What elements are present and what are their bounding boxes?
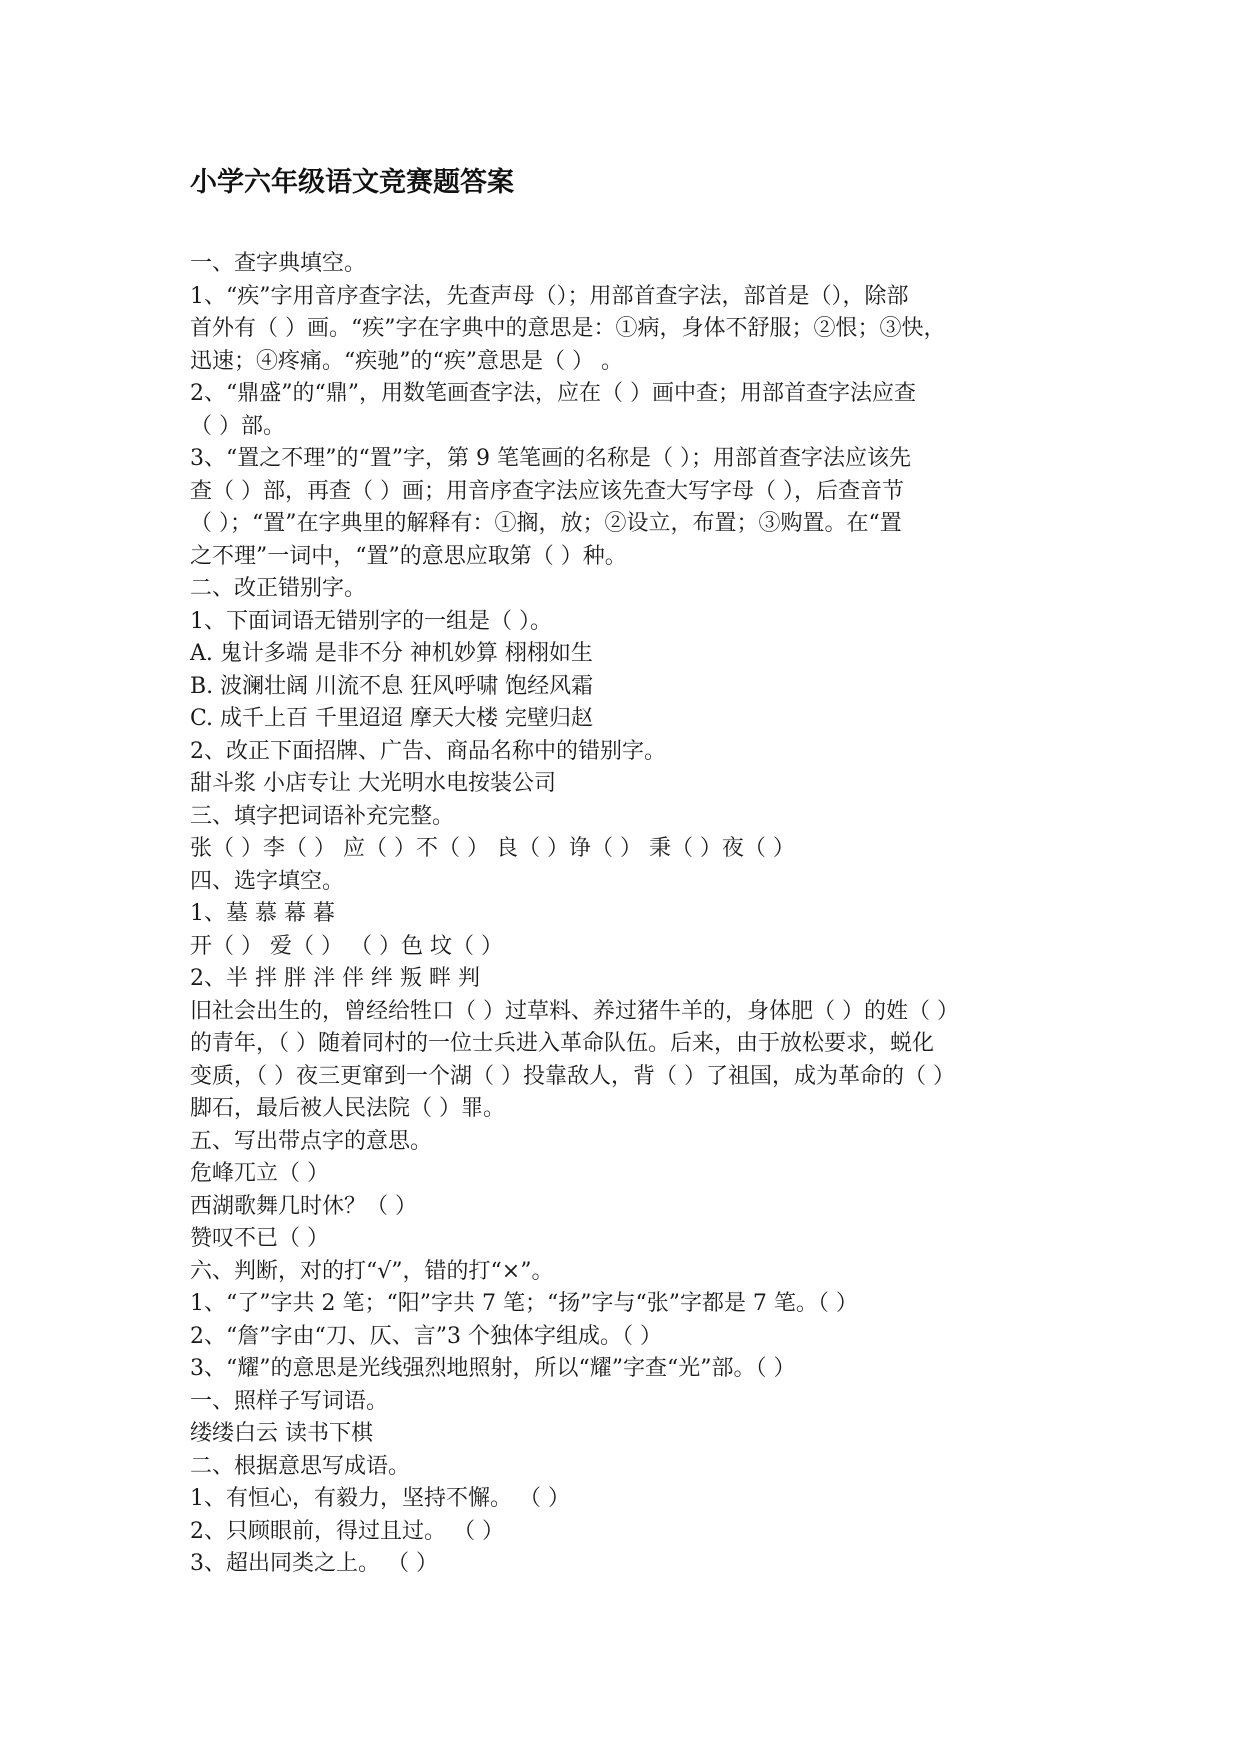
text-line: 1、“了”字共 2 笔；“阳”字共 7 笔；“扬”字与“张”字都是 7 笔。（ ） xyxy=(190,1291,858,1316)
text-line: 2、“鼎盛”的“鼎”，用数笔画查字法，应在（ ）画中查；用部首查字法应查 xyxy=(190,381,916,406)
text-line: 旧社会出生的，曾经给牲口（ ）过草料、养过猪牛羊的，身体肥（ ）的姓（ ） xyxy=(190,998,959,1024)
text-line: C. 成千上百 千里迢迢 摩天大楼 完壁归赵 xyxy=(190,706,594,731)
text-line: 甜斗浆 小店专让 大光明水电按装公司 xyxy=(190,771,556,796)
document-body xyxy=(190,248,1090,1581)
text-line: 六、判断，对的打“√”，错的打“×”。 xyxy=(190,1258,554,1284)
page-title: 小学六年级语文竞赛题答案 xyxy=(190,167,514,198)
text-line: 开（ ） 爱（ ） （ ）色 坟（ ） xyxy=(190,933,503,959)
text-line: 2、半 拌 胖 泮 伴 绊 叛 畔 判 xyxy=(190,966,480,991)
text-line: （ ）；“置”在字典里的解释有：①搁，放；②设立，布置；③购置。在“置 xyxy=(190,511,902,536)
text-line: 四、选字填空。 xyxy=(190,868,345,894)
text-line: 缕缕白云 读书下棋 xyxy=(190,1421,373,1446)
text-line: B. 波澜壮阔 川流不息 狂风呼啸 饱经风霜 xyxy=(190,673,594,699)
text-line: 迅速；④疼痛。“疾驰”的“疾”意思是（ ） 。 xyxy=(190,348,623,374)
text-line: 3、超出同类之上。 （ ） xyxy=(190,1551,438,1576)
text-line: 二、根据意思写成语。 xyxy=(190,1453,411,1479)
text-line: 一、照样子写词语。 xyxy=(190,1388,389,1414)
text-line: （ ）部。 xyxy=(190,413,285,439)
text-line: 张（ ）李（ ） 应（ ）不（ ） 良（ ）诤（ ） 秉（ ）夜（ ） xyxy=(190,836,795,861)
text-line: 西湖歌舞几时休？（ ） xyxy=(190,1193,417,1219)
text-line: 之不理”一词中，“置”的意思应取第（ ）种。 xyxy=(190,543,627,569)
text-line: 3、“置之不理”的“置”字，第 9 笔笔画的名称是（ ）；用部首查字法应该先 xyxy=(190,446,911,471)
text-line: 2、只顾眼前，得过且过。 （ ） xyxy=(190,1518,504,1544)
text-line: 变质，（ ）夜三更窜到一个湖（ ）投靠敌人，背（ ）了祖国，成为革命的（ ） xyxy=(190,1063,955,1089)
text-line: 危峰兀立（ ） xyxy=(190,1161,329,1186)
text-line: 的青年，（ ）随着同村的一位士兵进入革命队伍。后来，由于放松要求，蜕化 xyxy=(190,1031,934,1056)
text-line: 1、下面词语无错别字的一组是（ ）。 xyxy=(190,608,552,634)
text-line: 三、填字把词语补充完整。 xyxy=(190,803,455,829)
text-line: 1、有恒心，有毅力，坚持不懈。 （ ） xyxy=(190,1486,570,1511)
text-line: 查（ ）部，再查（ ）画；用音序查字法应该先查大写字母（ ），后查音节 xyxy=(190,478,904,504)
text-line: 脚石，最后被人民法院（ ）罪。 xyxy=(190,1096,505,1121)
text-line: 首外有（ ）画。“疾”字在字典中的意思是：①病，身体不舒服；②恨；③快， xyxy=(190,316,946,341)
text-line: 赞叹不已（ ） xyxy=(190,1226,329,1251)
text-line: 2、改正下面招牌、广告、商品名称中的错别字。 xyxy=(190,738,666,764)
text-line: 1、“疾”字用音序查字法，先查声母（）；用部首查字法，部首是（），除部 xyxy=(190,283,909,309)
text-line: 五、写出带点字的意思。 xyxy=(190,1128,433,1154)
text-line: 2、“詹”字由“刀、仄、言”3 个独体字组成。（ ） xyxy=(190,1323,662,1349)
text-line: A. 鬼计多端 是非不分 神机妙算 栩栩如生 xyxy=(190,641,593,666)
text-line: 1、墓 慕 幕 暮 xyxy=(190,901,335,926)
text-line: 二、改正错别字。 xyxy=(190,576,367,601)
text-line: 一、查字典填空。 xyxy=(190,251,367,276)
text-line: 3、“耀”的意思是光线强烈地照射，所以“耀”字查“光”部。（ ） xyxy=(190,1356,796,1381)
